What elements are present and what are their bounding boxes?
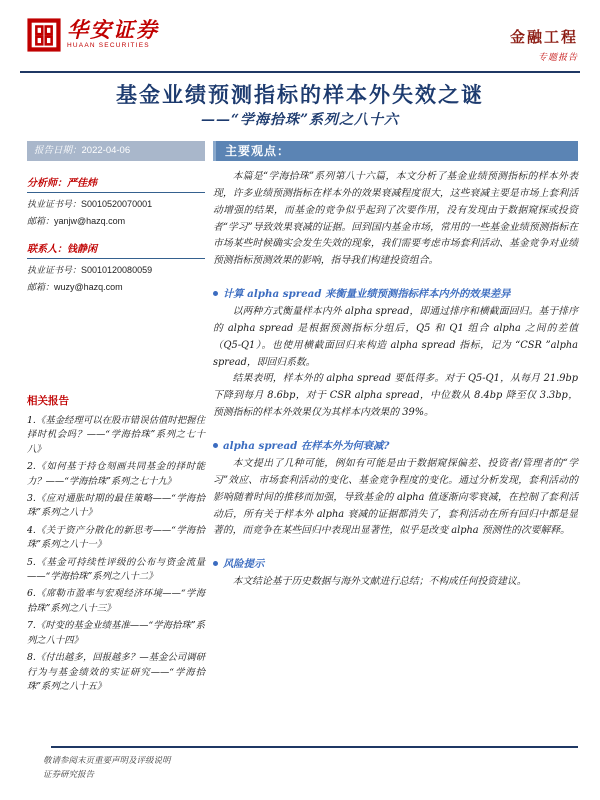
intro-paragraph: 本篇是“学海拾珠”系列第八十六篇，本文分析了基金业绩预测指标的样本外表现，许多业绩预测指标在样本外的效果衰减程度很大，这些衰减主要是市场上套利活动增强的结果，而基金的竞争似乎起到了次要作用，没有发现由于数据窥探或投资者“学习”导致效果衰减的证据。回到国内基金市场，常用的一些基金业绩预测指标在市场某些时候确实会发生失效的现象，我们需要考虑市场套利活动、基金竞争对业绩预测指标预测效果的影响，指导我们构建投资组合。 xyxy=(213,171,578,267)
section-heading xyxy=(213,555,578,570)
section-risk-notice xyxy=(213,555,578,591)
section-paragraph: 结果表明，样本外的 alpha spread 要低得多。对于 Q5-Q1，从每月 21.9bp 下降到每月 8.6bp，对于 CSR alpha spread，中位数从 8.4bp 降至仅 3.3bp，预测指标的样本外效果仅为其样本内效果的 39%。 xyxy=(213,373,578,419)
section-heading-text: 风险提示 xyxy=(223,558,265,571)
related-reports xyxy=(27,393,205,694)
main-content xyxy=(213,141,578,591)
analyst-email-label: 邮箱： xyxy=(27,217,55,227)
related-report-item: 3.《应对通胀时期的最佳策略——“学海拾珠”系列之八十》 xyxy=(27,493,205,519)
brand-name-en: HUAAN SECURITIES xyxy=(67,42,150,50)
brand-name-cn: 华安证券 xyxy=(67,17,159,42)
footer-report-type: 证券研究报告 xyxy=(43,769,95,780)
contact-cert-label: 执业证书号： xyxy=(27,266,82,276)
section-heading xyxy=(213,437,578,452)
section-heading-text: 计算 alpha spread 来衡量业绩预测指标样本内外的效果差异 xyxy=(223,288,511,301)
bullet-icon xyxy=(213,561,218,566)
footer xyxy=(43,755,171,782)
related-reports-title: 相关报告 xyxy=(27,395,69,407)
related-report-item: 1.《基金经理可以在股市错误估值时把握住择时机会吗？——“学海拾珠”系列之七十八》 xyxy=(27,415,205,455)
footer-divider xyxy=(51,746,578,748)
brand-logo-text xyxy=(67,18,159,49)
related-report-item: 8.《付出越多，回报越多？—基金公司调研行为与基金绩效的实证研究——“学海拾珠”系列之八十五》 xyxy=(27,652,205,692)
section-paragraph: 本文提出了几种可能，例如有可能是由于数据窥探偏差、投资者/管理者的“学习”效应、市场套利活动的变化、基金竞争程度的变化。通过分析发现，套利活动的影响随着时间的推移而加强，导致基金的 alpha 值逐渐向零衰减，在控制了套利活动后，所有关于样本外 alpha 衰减的证据都消失了，套利活动在所有回归中都是显著的，而竞争在某些回归中表现出显著性，似乎是改变 alpha 预测性的次要解释。 xyxy=(213,457,578,537)
huaan-seal-icon xyxy=(27,18,61,52)
contact-block xyxy=(27,240,205,293)
report-header xyxy=(27,18,578,68)
report-category-block xyxy=(510,26,578,63)
report-date-bar xyxy=(27,141,205,161)
header-divider xyxy=(20,71,580,73)
contact-cert-value: S0010120080059 xyxy=(81,265,153,275)
page-subtitle: ——“学海拾珠”系列之八十六 xyxy=(200,112,400,128)
report-type: 专题报告 xyxy=(537,53,578,63)
related-report-item: 2.《如何基于持仓刻画共同基金的择时能力？——“学海拾珠”系列之七十九》 xyxy=(27,461,205,487)
contact-email-row xyxy=(27,280,205,293)
section-paragraph: 本文结论基于历史数据与海外文献进行总结；不构成任何投资建议。 xyxy=(232,576,527,588)
section-heading xyxy=(213,285,578,300)
analyst-cert-value: S0010520070001 xyxy=(81,199,153,209)
report-category: 金融工程 xyxy=(509,28,578,46)
report-date-label: 报告日期： xyxy=(34,145,82,156)
related-report-item: 7.《时变的基金业绩基准——“学海拾珠”系列之八十四》 xyxy=(27,620,205,646)
contact-email-label: 邮箱： xyxy=(27,283,55,293)
section-alpha-spread-decay xyxy=(213,437,578,540)
contact-cert-row xyxy=(27,263,205,276)
analyst-email-row xyxy=(27,214,205,227)
brand-logo xyxy=(27,18,578,52)
section-heading-text: alpha spread 在样本外为何衰减? xyxy=(223,439,390,452)
contact-name: 联系人：钱静闲 xyxy=(27,240,205,259)
contact-email-value: wuzy@hazq.com xyxy=(54,282,123,292)
related-report-item: 4.《关于资产分散化的新思考——“学海拾珠”系列之八十一》 xyxy=(27,524,205,551)
analyst-cert-label: 执业证书号： xyxy=(27,200,82,210)
sidebar xyxy=(27,141,205,697)
analyst-name: 分析师：严佳炜 xyxy=(27,174,205,193)
analyst-block xyxy=(27,174,205,227)
analyst-email-value: yanjw@hazq.com xyxy=(54,216,126,226)
related-report-item: 5.《基金可持续性评级的公布与资金流量——“学海拾珠”系列之八十二》 xyxy=(27,556,205,583)
footer-disclaimer: 敬请参阅末页重要声明及评级说明 xyxy=(43,756,171,766)
related-report-item: 6.《席勒市盈率与宏观经济环境——“学海拾珠”系列之八十三》 xyxy=(27,588,205,614)
page-title: 基金业绩预测指标的样本外失效之谜 xyxy=(116,82,484,107)
section-alpha-spread-measure xyxy=(213,285,578,422)
bullet-icon xyxy=(213,443,218,448)
analyst-cert-row xyxy=(27,197,205,210)
key-points-header: 主要观点： xyxy=(213,141,578,161)
bullet-icon xyxy=(213,291,218,296)
report-date-value: 2022-04-06 xyxy=(81,145,131,156)
section-paragraph: 以两种方式衡量样本内外 alpha spread，即通过排序和横截面回归。基于排序的 alpha spread 是根据预测指标分组后，Q5 和 Q1 组合 alpha 之间的差值（Q5-Q1）。也使用横截面回归来构造 alpha spread 指标，记为 “CSR ”alpha spread，即回归系数。 xyxy=(213,306,578,368)
